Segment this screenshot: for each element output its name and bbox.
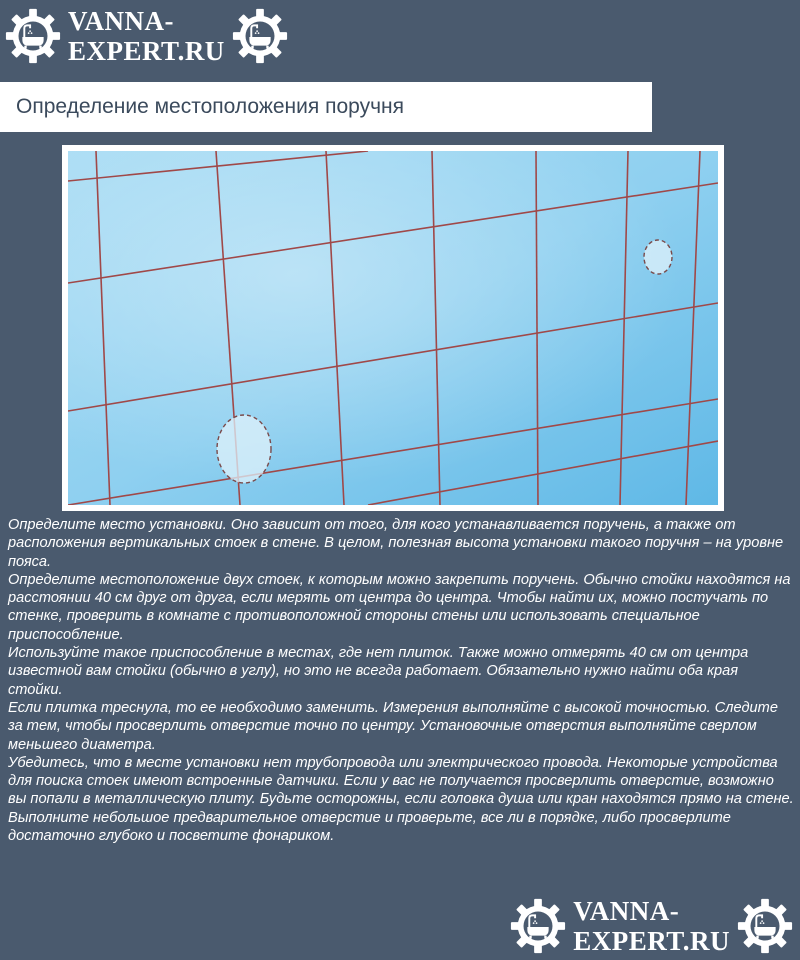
gear-bathtub-icon <box>736 897 794 955</box>
tile-wall-image <box>68 151 718 505</box>
logo-line-2: EXPERT.RU <box>573 926 730 956</box>
gear-bathtub-icon <box>231 7 289 65</box>
page-title: Определение местоположения поручня <box>16 95 404 118</box>
title-bar <box>0 82 652 132</box>
marked-spot-left <box>217 415 271 483</box>
marked-spot-right <box>644 240 672 274</box>
article-paragraph: Используйте такое приспособление в местах, где нет плиток. Также можно отмерять 40 см от центра известной вам стойки (обычно в углу), но это не всегда работает. Обязательно нужно найти оба края стойки. <box>8 645 749 698</box>
logo-text <box>573 896 730 956</box>
article-paragraph: Если плитка треснула, то ее необходимо заменить. Измерения выполняйте с высокой точностью. Следите за тем, чтобы просверлить отверстие точно по центру. Установочные отверстия выполняйте сверлом меньшего диаметра. <box>8 699 778 753</box>
article-paragraph: Убедитесь, что в месте установки нет трубопровода или электрического провода. Некоторые устройства для поиска стоек имеют встроенные датчики. Если у вас не получается просверлить отверстие, возможно вы попали в металлическую плиту. Будьте осторожны, если головка душа или кран находятся прямо на стене. Выполните небольшое предварительное отверстие и проверьте, все ли в порядке, либо просверлите достаточно глубоко и посветите фонариком. <box>8 754 794 845</box>
logo-line-2: EXPERT.RU <box>68 36 225 66</box>
footer-logo[interactable] <box>509 896 794 956</box>
article-body <box>8 516 796 845</box>
article-photo <box>62 145 724 511</box>
logo-line-1: VANNA- <box>573 896 680 926</box>
gear-bathtub-icon <box>4 7 62 65</box>
article-paragraph: Определите местоположение двух стоек, к которым можно закрепить поручень. Обычно стойки находятся на расстоянии 40 см друг от друга, если мерять от центра до центра. Чтобы найти их, можно постучать по стенке, проверить в комнате с противоположной стороны стены или использовать специальное приспособление. <box>8 571 791 643</box>
logo-line-1: VANNA- <box>68 6 175 36</box>
site-logo[interactable] <box>4 6 289 66</box>
article-paragraph: Определите место установки. Оно зависит от того, для кого устанавливается поручень, а также от расположения вертикальных стоек в стене. В целом, полезная высота установки такого поручня – на уровне пояса. <box>8 517 784 570</box>
logo-text <box>68 6 225 66</box>
gear-bathtub-icon <box>509 897 567 955</box>
